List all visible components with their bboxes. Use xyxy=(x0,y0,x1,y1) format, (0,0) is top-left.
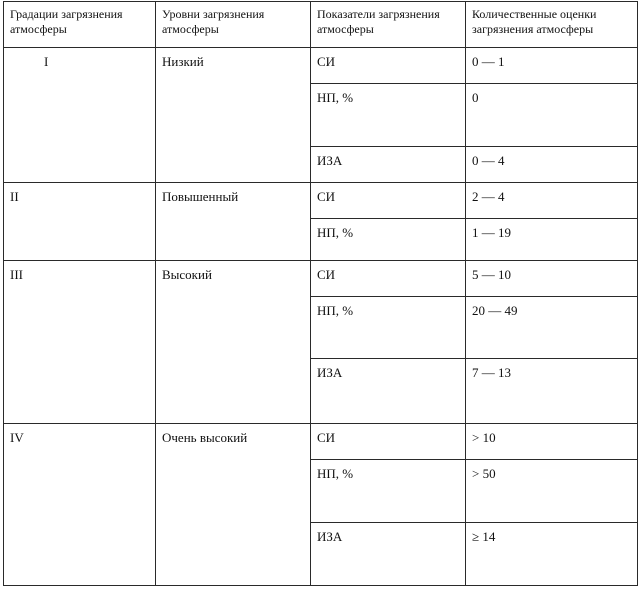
header-grade: Градации загрязнения атмосферы xyxy=(4,2,156,48)
indicator-cell: НП, % xyxy=(311,84,466,147)
indicator-cell: НП, % xyxy=(311,219,466,260)
pollution-grades-table xyxy=(3,1,638,586)
grade-cell: III xyxy=(4,260,156,424)
indicator-cell: СИ xyxy=(311,424,466,460)
indicator-cell: СИ xyxy=(311,183,466,219)
grade-cell: I xyxy=(4,48,156,183)
value-cell: 1 — 19 xyxy=(466,219,638,260)
indicator-cell: ИЗА xyxy=(311,523,466,586)
indicator-cell: НП, % xyxy=(311,296,466,359)
grade-cell: IV xyxy=(4,424,156,586)
value-cell: 2 — 4 xyxy=(466,183,638,219)
indicator-cell: НП, % xyxy=(311,460,466,523)
table-row xyxy=(4,424,638,460)
header-row xyxy=(4,2,638,48)
indicator-cell: СИ xyxy=(311,48,466,84)
level-cell: Очень высокий xyxy=(156,424,311,586)
header-level: Уровни загрязнения атмосферы xyxy=(156,2,311,48)
indicator-cell: СИ xyxy=(311,260,466,296)
value-cell: 0 — 4 xyxy=(466,146,638,182)
value-cell: 5 — 10 xyxy=(466,260,638,296)
table-row xyxy=(4,260,638,296)
value-cell: > 10 xyxy=(466,424,638,460)
value-cell: 0 — 1 xyxy=(466,48,638,84)
value-cell: 7 — 13 xyxy=(466,359,638,424)
value-cell: 20 — 49 xyxy=(466,296,638,359)
table-row xyxy=(4,48,638,84)
level-cell: Низкий xyxy=(156,48,311,183)
header-value: Количественные оценки загрязнения атмосферы xyxy=(466,2,638,48)
header-indicator: Показатели загрязнения атмосферы xyxy=(311,2,466,48)
value-cell: 0 xyxy=(466,84,638,147)
grade-cell: II xyxy=(4,183,156,261)
value-cell: ≥ 14 xyxy=(466,523,638,586)
level-cell: Повышенный xyxy=(156,183,311,261)
indicator-cell: ИЗА xyxy=(311,146,466,182)
value-cell: > 50 xyxy=(466,460,638,523)
indicator-cell: ИЗА xyxy=(311,359,466,424)
level-cell: Высокий xyxy=(156,260,311,424)
table-row xyxy=(4,183,638,219)
